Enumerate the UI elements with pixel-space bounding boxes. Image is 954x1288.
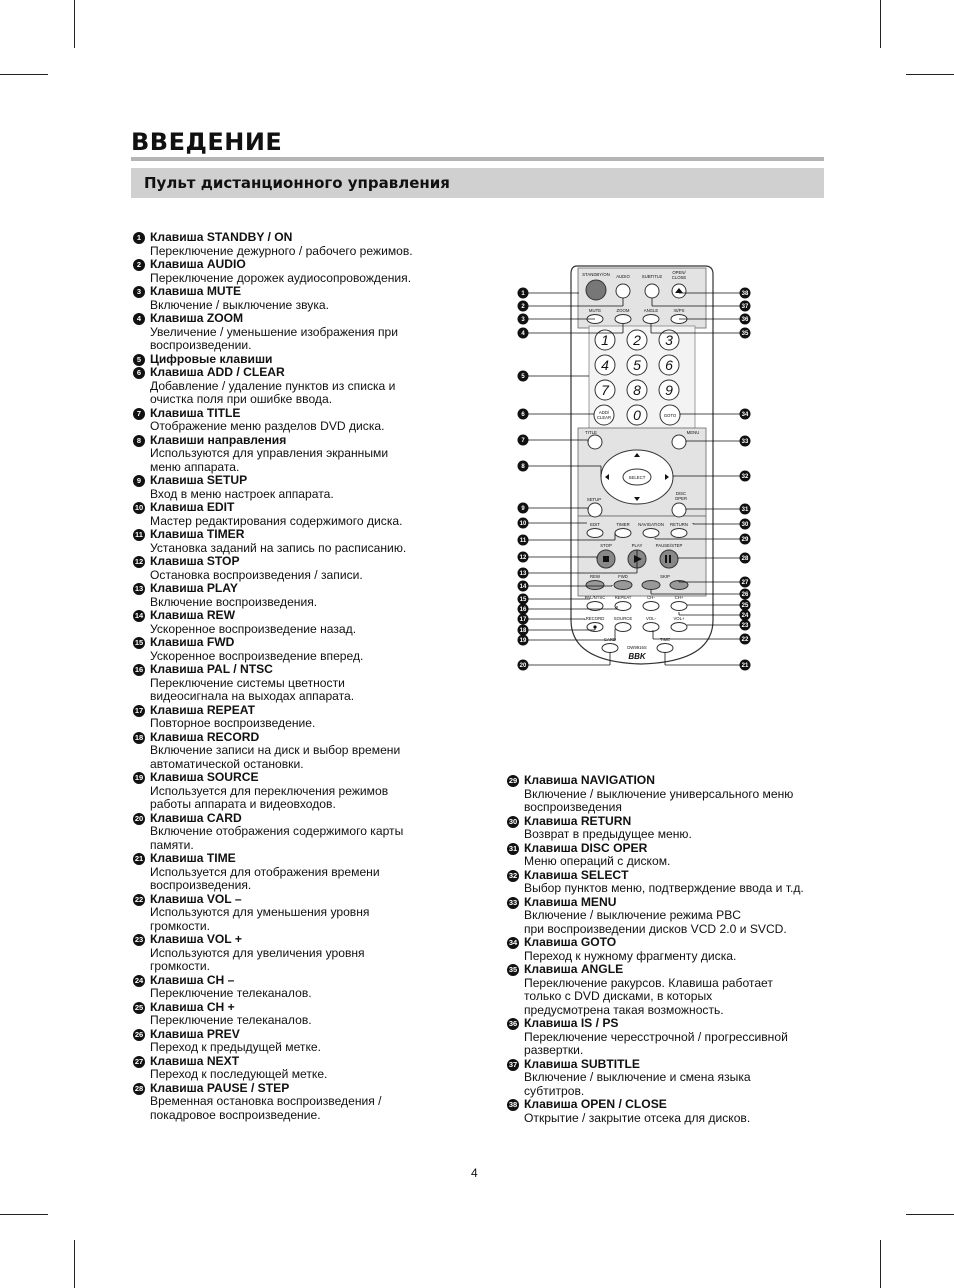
list-item (132, 933, 452, 974)
digit-label: 4 (601, 357, 609, 373)
key-name: Клавиша VOL + (150, 932, 242, 946)
key-name: Клавиша PREV (150, 1026, 240, 1041)
key-name: Клавиша SUBTITLE (524, 1056, 640, 1071)
item-number-badge: 10 (134, 503, 144, 512)
vol-minus-button[interactable] (643, 623, 659, 632)
callout-number: 22 (741, 637, 749, 644)
key-description: Добавление / удаление пунктов из списка и очистка поля при ошибке ввода. (150, 378, 396, 406)
list-item (132, 231, 452, 258)
callout-number: 18 (519, 628, 527, 635)
callout-number: 31 (741, 507, 749, 514)
pal-label: PAL/NTSC (584, 595, 606, 600)
key-name: Клавиша STANDBY / ON (150, 230, 293, 244)
key-description: Мастер редактирования содержимого диска. (150, 513, 403, 528)
mute-label: MUTE (588, 308, 602, 313)
key-name: Клавиша SETUP (150, 473, 248, 487)
item-number-badge: 2 (133, 259, 145, 271)
list-item (132, 501, 452, 528)
key-name: Клавиша VOL – (150, 891, 242, 906)
disc-oper-button[interactable] (672, 503, 686, 517)
key-description: Остановка воспроизведения / записи. (150, 567, 363, 582)
page-number: 4 (471, 1166, 478, 1180)
item-number-badge: 32 (508, 870, 518, 880)
key-name: Клавиша NAVIGATION (524, 773, 655, 787)
key-name: Клавиша IS / PS (524, 1016, 619, 1030)
item-number-badge: 36 (508, 1019, 518, 1028)
key-name: Клавиша RECORD (150, 729, 260, 744)
item-number-badge: 21 (134, 854, 144, 863)
subtitle-button[interactable] (645, 284, 659, 298)
list-item (132, 555, 452, 582)
list-item (132, 974, 452, 1001)
key-description: Включение воспроизведения. (150, 594, 318, 609)
item-number-badge: 3 (133, 286, 145, 298)
key-description: Включение / выключение и смена языка субтитров. (524, 1070, 751, 1098)
item-number-badge: 25 (134, 1002, 144, 1012)
key-description: Включение / выключение режима PBC при воспроизведении дисков VCD 2.0 и SVCD. (524, 908, 787, 936)
key-name: Клавиша STOP (150, 554, 240, 568)
item-number-badge: 9 (133, 475, 145, 487)
callout-number: 19 (519, 638, 527, 645)
section-title: Пульт дистанционного управления (144, 174, 450, 192)
list-item (506, 774, 836, 815)
item-number-badge: 12 (134, 557, 144, 566)
item-number-badge: 38 (508, 1100, 518, 1109)
list-item (132, 258, 452, 285)
time-button[interactable] (657, 644, 673, 653)
list-item (506, 842, 836, 869)
goto-label: GOTO (663, 413, 677, 418)
edit-button[interactable] (587, 529, 603, 538)
remote-control-diagram (515, 260, 765, 680)
key-list-right (506, 774, 836, 1125)
key-name: Клавиша REPEAT (150, 702, 255, 717)
key-description: Переключение чересстрочной / прогрессивной развертки. (524, 1029, 788, 1057)
repeat-button[interactable] (615, 602, 631, 611)
key-description: Вход в меню настроек аппарата. (150, 486, 334, 501)
callout-number: 20 (519, 663, 527, 670)
stop-icon (603, 556, 609, 562)
item-number-badge: 27 (134, 1056, 144, 1066)
digit-label: 1 (601, 332, 609, 348)
setup-label: SETUP (586, 497, 602, 502)
callout-number: 14 (519, 584, 527, 591)
rew-label: REW (589, 574, 601, 579)
key-name: Клавиша DISC OPER (524, 840, 648, 855)
crop-mark (880, 0, 881, 48)
callout-number: 37 (741, 304, 749, 311)
crop-mark (906, 74, 954, 75)
list-item (132, 366, 452, 407)
key-name: Клавиша ZOOM (150, 311, 244, 325)
list-item (506, 963, 836, 1017)
callout-number: 8 (521, 464, 525, 471)
key-description: Ускоренное воспроизведение назад. (150, 621, 357, 636)
key-name: Клавиша SELECT (524, 867, 629, 882)
callout-number: 15 (519, 597, 527, 604)
repeat-label: REPEAT (614, 595, 632, 600)
list-item (132, 312, 452, 353)
vol-minus-label: VOL- (645, 616, 657, 621)
disc-label-2: OPER (674, 496, 688, 501)
key-name: Клавиша NEXT (150, 1053, 240, 1068)
list-item (132, 474, 452, 501)
item-number-badge: 5 (133, 354, 145, 366)
title-button[interactable] (588, 435, 602, 449)
item-number-badge: 24 (134, 975, 144, 985)
key-description: Временная остановка воспроизведения / покадровое воспроизведение. (150, 1094, 382, 1122)
list-item (506, 1058, 836, 1099)
key-description: Используются для управления экранными меню аппарата. (150, 446, 389, 474)
item-number-badge: 30 (508, 816, 518, 826)
list-item (132, 407, 452, 434)
timer-label: TIMER (616, 522, 630, 527)
key-description: Открытие / закрытие отсека для дисков. (524, 1110, 751, 1125)
key-name: Клавиша SOURCE (150, 770, 259, 784)
callout-number: 24 (741, 613, 749, 620)
ch-minus-label: CH- (647, 595, 655, 600)
key-description: Выбор пунктов меню, подтверждение ввода и т.д. (524, 881, 804, 895)
subtitle-label: SUBTITLE (641, 274, 663, 279)
model-label: DW9916S (627, 645, 647, 650)
callout-number: 29 (741, 537, 749, 544)
title-label: TITLE (585, 430, 597, 435)
list-item (506, 896, 836, 937)
callout-number: 7 (521, 438, 525, 445)
key-description: Установка заданий на запись по расписанию. (150, 540, 407, 555)
list-item (132, 663, 452, 704)
item-number-badge: 31 (508, 843, 518, 853)
list-item (132, 812, 452, 853)
key-name: Клавиша TIME (150, 851, 236, 865)
crop-mark (74, 0, 75, 48)
callout-number: 17 (519, 617, 527, 624)
open-label-2: CLOSE (671, 275, 687, 280)
key-name: Клавиша TITLE (150, 405, 241, 420)
callout-number: 32 (741, 474, 749, 481)
list-item (132, 771, 452, 812)
open-label-1: OPEN/ (672, 270, 686, 275)
digit-label: 5 (633, 357, 641, 373)
item-number-badge: 37 (508, 1059, 518, 1069)
source-label: SOURCE (613, 616, 633, 621)
disc-label-1: DISC (675, 491, 687, 496)
menu-button[interactable] (672, 435, 686, 449)
standby-label: STANDBY/ON (582, 272, 610, 277)
key-description: Используются для увеличения уровня громкости. (150, 945, 365, 973)
list-item (132, 704, 452, 731)
key-name: Клавиша CH – (150, 972, 235, 987)
source-button[interactable] (615, 623, 631, 632)
callout-number: 9 (521, 506, 525, 513)
list-item (506, 936, 836, 963)
card-button[interactable] (602, 644, 618, 653)
ch-minus-button[interactable] (643, 602, 659, 611)
list-item (132, 528, 452, 555)
callout-number: 13 (519, 571, 527, 578)
list-item (132, 731, 452, 772)
callout-number: 23 (741, 623, 749, 630)
angle-button[interactable] (643, 315, 659, 324)
callout-number: 25 (741, 603, 749, 610)
list-item (132, 434, 452, 475)
list-item (132, 893, 452, 934)
key-description: Включение / выключение звука. (150, 297, 329, 312)
crop-mark (880, 1240, 881, 1288)
callout-number: 5 (521, 374, 525, 381)
item-number-badge: 16 (134, 665, 144, 674)
list-item (132, 582, 452, 609)
item-number-badge: 7 (133, 408, 145, 420)
item-number-badge: 8 (133, 435, 145, 447)
zoom-label: ZOOM (616, 308, 630, 313)
key-description: Переход к нужному фрагменту диска. (524, 948, 737, 963)
callout-number: 4 (521, 331, 525, 338)
navigation-button[interactable] (643, 529, 659, 538)
item-number-badge: 22 (134, 894, 144, 904)
item-number-badge: 29 (508, 776, 518, 785)
standby-button[interactable] (586, 280, 606, 300)
audio-label: AUDIO (616, 274, 630, 279)
key-description: Увеличение / уменьшение изображения при воспроизведении. (150, 324, 399, 352)
brand-logo: BBK (628, 652, 646, 661)
setup-button[interactable] (588, 503, 602, 517)
item-number-badge: 1 (133, 232, 145, 244)
callout-number: 27 (741, 580, 749, 587)
item-number-badge: 19 (134, 773, 144, 782)
list-item (132, 285, 452, 312)
stop-label: STOP (600, 543, 612, 548)
key-description: Отображение меню разделов DVD диска. (150, 419, 385, 433)
item-number-badge: 14 (134, 611, 144, 620)
skip-label: SKIP (660, 574, 670, 579)
key-description: Переключение дорожек аудиосопровождения. (150, 270, 412, 285)
key-name: Клавиша REW (150, 608, 236, 622)
callout-number: 16 (519, 607, 527, 614)
key-name: Клавиша PAL / NTSC (150, 662, 273, 676)
key-name: Клавиша ADD / CLEAR (150, 365, 285, 379)
time-label: TIME (659, 637, 671, 642)
ch-plus-button[interactable] (671, 602, 687, 611)
item-number-badge: 4 (133, 313, 145, 325)
page-title: ВВЕДЕНИЕ (131, 128, 283, 156)
key-description: Переключение телеканалов. (150, 1013, 312, 1027)
add-label-1: ADD/ (598, 410, 610, 415)
key-description: Переключение ракурсов. Клавиша работает только с DVD дисками, в которых предусмотрена такая возможность. (524, 975, 773, 1017)
vol-plus-label: VOL+ (673, 616, 685, 621)
list-item (132, 1082, 452, 1123)
callout-number: 28 (741, 556, 749, 563)
crop-mark (74, 1240, 75, 1288)
item-number-badge: 34 (508, 938, 518, 947)
callout-number: 3 (521, 317, 525, 324)
zoom-button[interactable] (615, 315, 631, 324)
callout-number: 21 (741, 663, 749, 670)
key-description: Используются для уменьшения уровня громкости. (150, 905, 370, 933)
list-item (506, 1098, 836, 1125)
key-description: Используется для отображения времени воспроизведения. (150, 864, 380, 892)
item-number-badge: 17 (134, 705, 144, 715)
list-item (132, 1001, 452, 1028)
key-description: Повторное воспроизведение. (150, 716, 316, 730)
item-number-badge: 33 (508, 897, 518, 907)
record-label: RECORD (585, 616, 605, 621)
select-label: SELECT (628, 475, 646, 480)
rew-button[interactable] (586, 581, 604, 590)
callout-number: 1 (521, 291, 525, 298)
key-description: Переключение дежурного / рабочего режимов. (150, 243, 413, 258)
callout-number: 12 (519, 555, 527, 562)
item-number-badge: 23 (134, 935, 144, 944)
timer-button[interactable] (615, 529, 631, 538)
key-list-left (132, 231, 452, 1122)
key-name: Клавиша TIMER (150, 527, 245, 541)
list-item (132, 353, 452, 367)
key-name: Клавиша CH + (150, 999, 235, 1014)
pause-icon (665, 555, 667, 563)
return-button[interactable] (671, 529, 687, 538)
fwd-button[interactable] (614, 581, 632, 590)
audio-button[interactable] (616, 284, 630, 298)
callout-number: 26 (741, 592, 749, 599)
key-description: Используется для переключения режимов работы аппарата и видеовходов. (150, 783, 389, 811)
ch-plus-label: CH+ (674, 595, 684, 600)
section-header (131, 168, 824, 198)
digit-label: 6 (665, 357, 673, 373)
key-name: Клавиша RETURN (524, 813, 632, 828)
item-number-badge: 26 (134, 1029, 144, 1039)
key-description: Включение записи на диск и выбор времени автоматической остановки. (150, 743, 401, 771)
key-description: Меню операций с диском. (524, 854, 671, 868)
prev-button[interactable] (642, 581, 660, 590)
crop-mark (906, 1214, 954, 1215)
key-description: Ускоренное воспроизведение вперед. (150, 648, 364, 663)
key-description: Переключение телеканалов. (150, 986, 312, 1000)
callout-number: 11 (519, 538, 527, 545)
pause-label: PAUSE/STEP (655, 543, 683, 548)
edit-label: EDIT (590, 522, 600, 527)
crop-mark (0, 1214, 48, 1215)
item-number-badge: 15 (134, 638, 144, 647)
key-name: Клавиша OPEN / CLOSE (524, 1097, 667, 1111)
navigation-label: NAVIGATION (638, 522, 664, 527)
digit-label: 3 (665, 332, 673, 348)
item-number-badge: 28 (134, 1083, 144, 1093)
list-item (506, 869, 836, 896)
callout-number: 38 (741, 291, 749, 298)
pause-icon-bar (669, 555, 671, 563)
list-item (506, 1017, 836, 1058)
callout-number: 33 (741, 439, 749, 446)
key-name: Клавиши направления (150, 432, 287, 447)
callout-number: 2 (521, 304, 525, 311)
vol-plus-button[interactable] (671, 623, 687, 632)
item-number-badge: 20 (134, 813, 144, 823)
list-item (132, 609, 452, 636)
digit-label: 8 (633, 382, 641, 398)
angle-label: ANGLE (643, 308, 659, 313)
title-rule (131, 157, 824, 161)
add-label-2: CLEAR (596, 415, 612, 420)
key-name: Цифровые клавиши (150, 351, 273, 366)
digit-label: 2 (633, 332, 641, 348)
play-label: PLAY (631, 543, 643, 548)
key-name: Клавиша MENU (524, 894, 617, 909)
callout-number: 10 (519, 521, 527, 528)
digit-label: 7 (601, 382, 609, 398)
key-name: Клавиша MUTE (150, 284, 242, 298)
key-description: Переход к последующей метке. (150, 1067, 328, 1081)
crop-mark (0, 74, 48, 75)
card-label: CARD (603, 637, 617, 642)
key-name: Клавиша GOTO (524, 935, 617, 949)
key-description: Переключение системы цветности видеосигнала на выходах аппарата. (150, 675, 355, 703)
return-label: RETURN (670, 522, 688, 527)
key-name: Клавиша FWD (150, 635, 235, 649)
callout-number: 6 (521, 412, 525, 419)
item-number-badge: 11 (133, 529, 145, 541)
fwd-label: FWD (618, 574, 628, 579)
key-description: Переход к предыдущей метке. (150, 1040, 321, 1054)
key-description: Включение отображения содержимого карты памяти. (150, 824, 404, 852)
item-number-badge: 6 (133, 367, 145, 379)
key-description: Включение / выключение универсального меню воспроизведения (524, 786, 794, 814)
item-number-badge: 13 (134, 584, 144, 593)
digit-label: 9 (665, 382, 673, 398)
key-name: Клавиша PAUSE / STEP (150, 1080, 290, 1095)
key-name: Клавиша ANGLE (524, 962, 624, 976)
callout-number: 30 (741, 522, 749, 529)
list-item (132, 1028, 452, 1055)
list-item (132, 852, 452, 893)
key-name: Клавиша AUDIO (150, 257, 246, 271)
item-number-badge: 35 (508, 965, 518, 974)
list-item (132, 1055, 452, 1082)
callout-number: 35 (741, 331, 749, 338)
callout-number: 36 (741, 317, 749, 324)
key-name: Клавиша CARD (150, 810, 242, 825)
list-item (506, 815, 836, 842)
item-number-badge: 18 (134, 732, 144, 742)
list-item (132, 636, 452, 663)
menu-label: MENU (686, 430, 700, 435)
key-name: Клавиша PLAY (150, 581, 238, 595)
isps-label: IS/PS (673, 308, 685, 313)
key-description: Возврат в предыдущее меню. (524, 827, 692, 841)
digit-label: 0 (633, 407, 641, 423)
callout-number: 34 (741, 412, 749, 419)
key-name: Клавиша EDIT (150, 500, 235, 514)
